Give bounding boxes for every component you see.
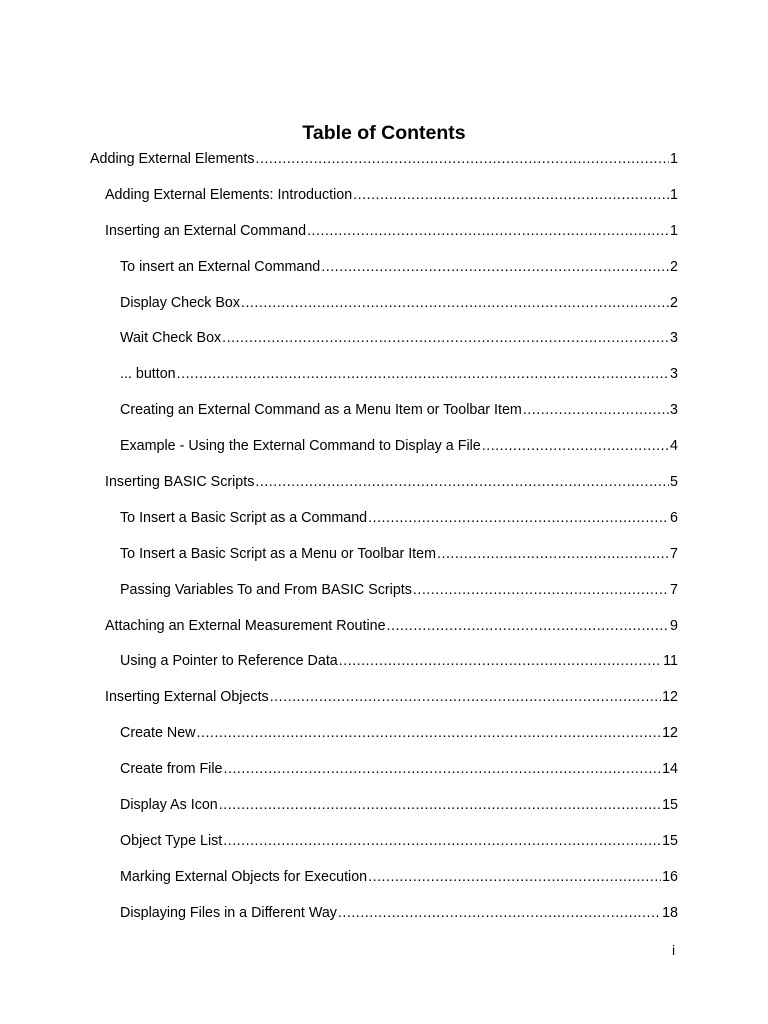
toc-entry-page-number: 12 [662,725,678,742]
toc-entry-page-number: 15 [662,832,678,849]
toc-entry-title: Attaching an External Measurement Routine [105,617,386,634]
toc-entry-title: Displaying Files in a Different Way [120,904,337,921]
toc-entry-page-number: 18 [662,904,678,921]
toc-entry-page-number: 5 [670,474,678,491]
toc-dot-leader [222,327,669,349]
toc-entry-title: Using a Pointer to Reference Data [120,653,338,670]
toc-dot-leader [256,148,670,170]
toc-entry-page-number: 2 [670,258,678,275]
toc-entry[interactable] [105,471,678,507]
toc-entry[interactable] [105,220,678,256]
toc-entry-title: Create New [120,725,196,742]
toc-entry-title: Adding External Elements: Introduction [105,186,353,203]
toc-entry-title: Object Type List [120,832,223,849]
toc-dot-leader [353,184,669,206]
toc-entry-title: Creating an External Command as a Menu Item or Toolbar Item [120,402,522,419]
toc-entry[interactable] [120,256,678,292]
toc-entry-page-number: 16 [662,868,678,885]
toc-entry-title: To Insert a Basic Script as a Command [120,509,368,526]
toc-entry-page-number: 3 [670,330,678,347]
toc-dot-leader [321,256,669,278]
toc-entry-page-number: 3 [670,402,678,419]
toc-entry[interactable] [105,184,678,220]
toc-entry-page-number: 4 [670,438,678,455]
toc-entry[interactable] [120,722,678,758]
toc-entry-title: Adding External Elements [90,151,255,167]
toc-entry-title: To insert an External Command [120,258,321,275]
toc-dot-leader [197,722,662,744]
toc-entry-title: Create from File [120,761,223,778]
toc-entry-title: Example - Using the External Command to Display a File [120,438,481,455]
toc-entry[interactable] [120,579,678,615]
toc-entry-title: Wait Check Box [120,330,222,347]
toc-entry-title: Display As Icon [120,797,218,814]
toc-entry-page-number: 7 [670,545,678,562]
toc-dot-leader [338,902,661,924]
toc-entry-page-number: 1 [670,186,678,203]
toc-entry[interactable] [105,686,678,722]
toc-entry-page-number: 11 [663,653,678,670]
toc-entry[interactable] [120,794,678,830]
toc-entry[interactable] [120,292,678,328]
toc-dot-leader [482,435,669,457]
toc-dot-leader [339,650,662,672]
toc-dot-leader [255,471,669,493]
toc-entry[interactable] [120,543,678,579]
toc-entry[interactable] [120,902,678,938]
toc-entry-title: Passing Variables To and From BASIC Scripts [120,581,412,598]
toc-dot-leader [224,758,662,780]
toc-entry-page-number: 1 [670,151,678,167]
toc-dot-leader [368,507,669,529]
toc-entry[interactable] [120,363,678,399]
toc-dot-leader [523,399,669,421]
toc-entry[interactable] [120,650,678,686]
toc-entry[interactable] [120,399,678,435]
toc-dot-leader [223,830,661,852]
toc-dot-leader [177,363,669,385]
toc-entry-page-number: 15 [662,797,678,814]
toc-dot-leader [241,292,669,314]
toc-entry-title: Inserting BASIC Scripts [105,474,255,491]
toc-entry-page-number: 7 [670,581,678,598]
toc-entry[interactable] [120,866,678,902]
toc-dot-leader [219,794,661,816]
toc-dot-leader [387,615,670,637]
toc-entry-page-number: 14 [662,761,678,778]
toc-entry[interactable] [120,758,678,794]
toc-dot-leader [368,866,661,888]
toc-entry[interactable] [120,327,678,363]
toc-dot-leader [413,579,669,601]
page-number: i [672,942,676,958]
toc-dot-leader [437,543,669,565]
toc-entry[interactable] [120,435,678,471]
page-title: Table of Contents [302,122,466,145]
table-of-contents [0,148,768,938]
toc-dot-leader [307,220,669,242]
toc-entry-title: To Insert a Basic Script as a Menu or Toolbar Item [120,545,436,562]
toc-entry-page-number: 9 [670,617,678,634]
toc-entry[interactable] [120,830,678,866]
toc-entry[interactable] [105,615,678,651]
toc-entry[interactable] [90,148,678,184]
toc-entry-title: Inserting External Objects [105,689,269,706]
toc-entry-page-number: 1 [670,222,678,239]
toc-entry-page-number: 3 [670,366,678,383]
toc-entry-page-number: 6 [670,509,678,526]
toc-entry-page-number: 12 [662,689,678,706]
toc-entry-title: Display Check Box [120,294,240,311]
toc-entry-title: Marking External Objects for Execution [120,868,368,885]
toc-dot-leader [270,686,661,708]
toc-entry[interactable] [120,507,678,543]
toc-entry-title: Inserting an External Command [105,222,307,239]
toc-entry-title: ... button [120,366,176,383]
toc-entry-page-number: 2 [670,294,678,311]
